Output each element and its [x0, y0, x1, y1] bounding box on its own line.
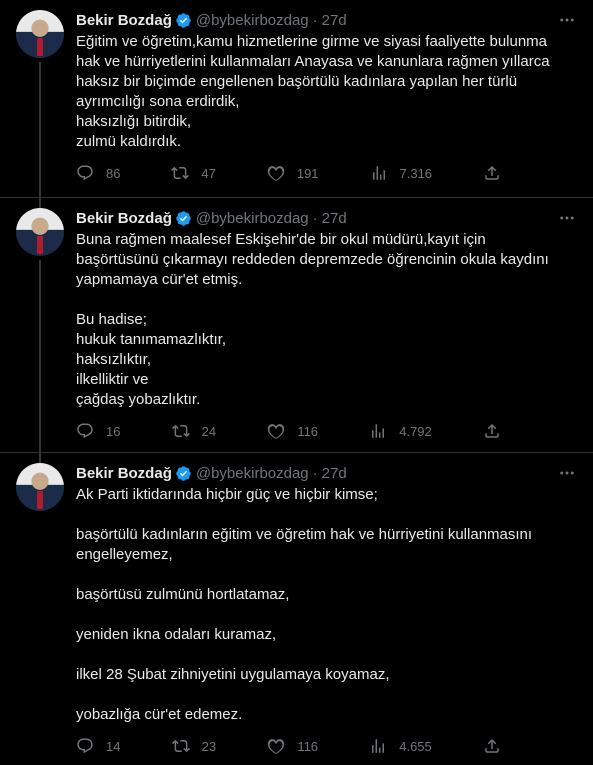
- retweet-count: 24: [201, 423, 217, 439]
- separator: ·: [312, 464, 318, 482]
- views-button[interactable]: [369, 422, 432, 440]
- views-count: 4.792: [399, 423, 432, 439]
- views-icon: [369, 737, 387, 755]
- separator: ·: [312, 209, 318, 227]
- timestamp[interactable]: 27d: [321, 464, 347, 482]
- like-icon: [267, 737, 285, 755]
- share-button[interactable]: [483, 737, 501, 755]
- share-button[interactable]: [483, 164, 501, 182]
- share-icon: [483, 422, 501, 440]
- more-button[interactable]: [557, 208, 577, 228]
- like-button[interactable]: [267, 422, 318, 440]
- verified-badge-icon: [175, 210, 192, 227]
- tweet[interactable]: [0, 0, 593, 198]
- retweet-button[interactable]: [172, 422, 216, 440]
- separator: ·: [312, 11, 318, 29]
- tweet-actions: [76, 164, 501, 182]
- like-count: 116: [297, 738, 319, 754]
- reply-count: 16: [106, 423, 121, 439]
- tweet-header: [76, 208, 577, 228]
- avatar-column: [16, 10, 64, 197]
- views-icon: [370, 164, 388, 182]
- thread-line: [39, 62, 41, 209]
- more-icon: [558, 209, 576, 227]
- tweet-header: [76, 463, 577, 483]
- tweet-content: [76, 208, 577, 452]
- share-icon: [483, 737, 501, 755]
- tweet[interactable]: [0, 198, 593, 453]
- share-icon: [483, 164, 501, 182]
- tweet-header: [76, 10, 577, 30]
- reply-button[interactable]: [76, 737, 120, 755]
- retweet-icon: [172, 737, 190, 755]
- avatar-column: [16, 208, 64, 452]
- retweet-count: 47: [201, 165, 216, 181]
- views-count: 4.655: [399, 738, 432, 754]
- timestamp[interactable]: 27d: [321, 209, 347, 227]
- reply-icon: [76, 737, 94, 755]
- reply-button[interactable]: [76, 164, 120, 182]
- author-name[interactable]: Bekir Bozdağ: [76, 464, 172, 482]
- like-count: 191: [296, 165, 319, 181]
- tweet-actions: [76, 422, 501, 440]
- like-count: 116: [297, 423, 319, 439]
- avatar[interactable]: [16, 10, 64, 58]
- author-name[interactable]: Bekir Bozdağ: [76, 11, 172, 29]
- verified-badge-icon: [175, 12, 192, 29]
- tweet-actions: [76, 737, 501, 755]
- tweet-content: [76, 463, 577, 765]
- like-icon: [267, 164, 285, 182]
- reply-icon: [76, 422, 94, 440]
- share-button[interactable]: [483, 422, 501, 440]
- more-button[interactable]: [557, 10, 577, 30]
- reply-button[interactable]: [76, 422, 120, 440]
- retweet-icon: [171, 164, 189, 182]
- like-icon: [267, 422, 285, 440]
- avatar[interactable]: [16, 208, 64, 256]
- avatar[interactable]: [16, 463, 64, 511]
- timestamp[interactable]: 27d: [321, 11, 347, 29]
- author-handle[interactable]: @bybekirbozdag: [195, 464, 309, 482]
- tweet[interactable]: [0, 453, 593, 765]
- thread-line: [39, 260, 41, 464]
- author-handle[interactable]: @bybekirbozdag: [195, 209, 309, 227]
- retweet-button[interactable]: [172, 737, 216, 755]
- retweet-button[interactable]: [171, 164, 215, 182]
- reply-count: 14: [106, 738, 121, 754]
- author-handle[interactable]: @bybekirbozdag: [195, 11, 309, 29]
- avatar-column: [16, 463, 64, 765]
- reply-icon: [76, 164, 94, 182]
- author-name[interactable]: Bekir Bozdağ: [76, 209, 172, 227]
- tweet-text: Ak Parti iktidarında hiçbir güç ve hiçbir kimse; başörtülü kadınların eğitim ve öğretim hak ve hürriyetini kullanmasını engelleyemez, başörtüsü zulmünü hortlatamaz, yeniden ikna odaları kuramaz, ilkel 28 Şubat zihniyetini uygulamaya koyamaz, yobazlığa cür'et edemez.: [76, 486, 533, 723]
- retweet-count: 23: [201, 738, 217, 754]
- more-icon: [558, 11, 576, 29]
- retweet-icon: [172, 422, 190, 440]
- like-button[interactable]: [267, 737, 318, 755]
- more-button[interactable]: [557, 463, 577, 483]
- like-button[interactable]: [267, 164, 319, 182]
- reply-count: 86: [106, 165, 121, 181]
- more-icon: [558, 464, 576, 482]
- verified-badge-icon: [175, 465, 192, 482]
- views-icon: [369, 422, 387, 440]
- tweet-content: [76, 10, 577, 197]
- tweet-text: Buna rağmen maalesef Eskişehir'de bir okul müdürü,kayıt için başörtüsünü çıkarmayı reddeden depremzede öğrencinin okula kaydını yapmamaya cür'et etmiş. Bu hadise; hukuk tanımamazlıktır, haksızlıktır, ilkelliktir ve çağdaş yobazlıktır.: [76, 231, 549, 408]
- tweet-text: Eğitim ve öğretim,kamu hizmetlerine girme ve siyasi faaliyette bulunma hak ve hürriyetlerini kullanmaları Anayasa ve kanunlara rağmen yıllarca haksız bir biçimde engellenen başörtülü kadınlara yapılan her türlü ayrımcılığı sona erdirdik, haksızlığı bitirdik, zulmü kaldırdık.: [76, 33, 550, 150]
- views-button[interactable]: [369, 737, 432, 755]
- views-button[interactable]: [370, 164, 433, 182]
- views-count: 7.316: [399, 165, 433, 181]
